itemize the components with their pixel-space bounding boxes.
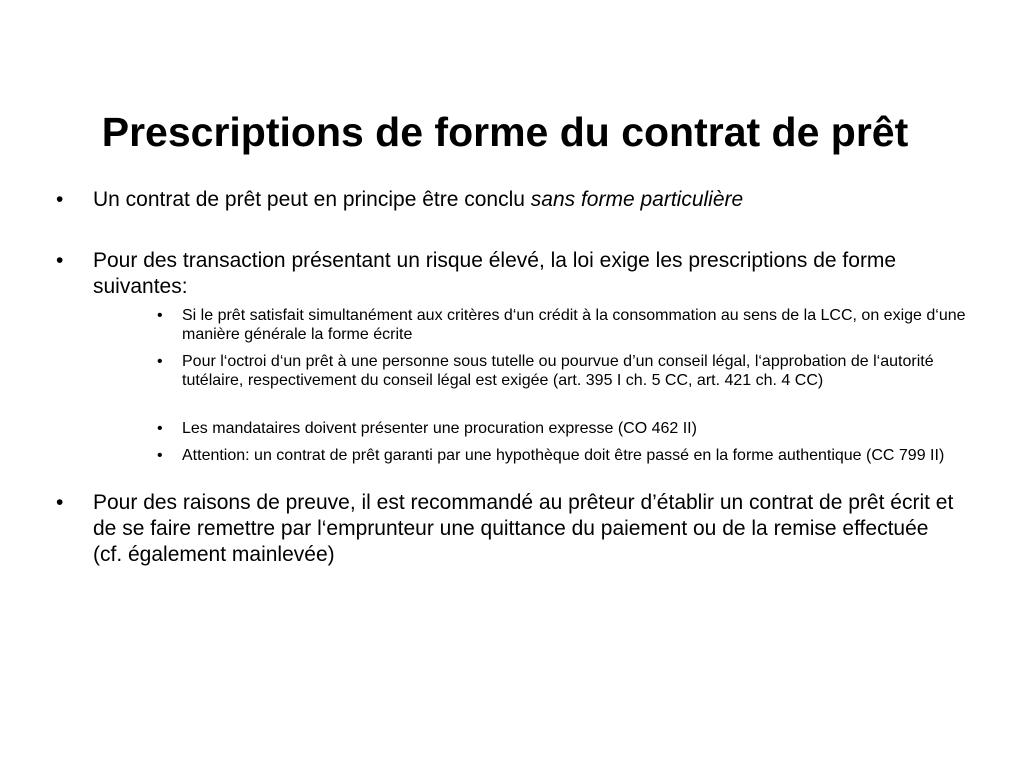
bullet-marker: • <box>157 353 163 370</box>
sub-bullet-item <box>157 419 972 438</box>
bullet-marker: • <box>56 249 64 272</box>
sub-bullet-item <box>157 446 972 465</box>
bullet-item <box>56 248 963 300</box>
sub-bullet-text: Si le prêt satisfait simultanément aux critères d‘un crédit à la consommation au sens de la LCC, on exige d‘une manière générale la forme écrite <box>182 307 966 343</box>
bullet-marker: • <box>56 491 64 514</box>
bullet-marker: • <box>157 447 163 464</box>
slide-title: Prescriptions de forme du contrat de prêt <box>101 109 909 155</box>
bullet-text: Un contrat de prêt peut en principe être conclu <box>93 188 531 211</box>
sub-bullet-text: Pour l‘octroi d‘un prêt à une personne sous tutelle ou pourvue d’un conseil légal, l‘approbation de l‘autorité tutélaire, respectivement du conseil légal est exigée (art. 395 I ch. 5 CC, art. 421 ch. 4 CC) <box>182 353 934 389</box>
sub-bullet-text: Attention: un contrat de prêt garanti par une hypothèque doit être passé en la forme authentique (CC 799 II) <box>182 447 945 464</box>
bullet-text: Pour des raisons de preuve, il est recommandé au prêteur d’établir un contrat de prêt écrit et de se faire remettre par l‘emprunteur une quittance du paiement ou de la remise effectuée (cf. également mainlevée) <box>93 491 954 566</box>
bullet-marker: • <box>157 420 163 437</box>
sub-bullet-text: Les mandataires doivent présenter une procuration expresse (CO 462 II) <box>182 420 697 437</box>
bullet-text: Pour des transaction présentant un risque élevé, la loi exige les prescriptions de forme suivantes: <box>93 249 897 298</box>
bullet-text-italic: sans forme particulière <box>530 188 744 211</box>
bullet-item <box>56 187 963 213</box>
sub-bullet-item <box>157 352 972 390</box>
bullet-marker: • <box>157 307 163 324</box>
bullet-marker: • <box>56 188 64 211</box>
bullet-item <box>56 490 963 568</box>
sub-bullet-item <box>157 306 972 344</box>
